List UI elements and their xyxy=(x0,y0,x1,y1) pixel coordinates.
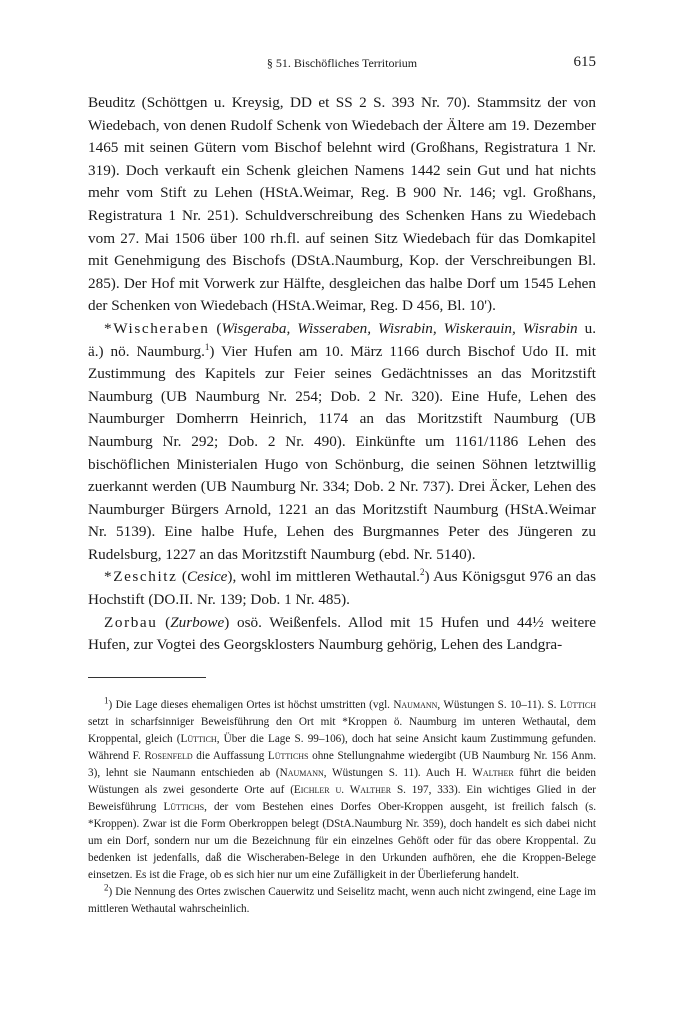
entry-zeschitz: *Zeschitz (Cesice), wohl im mittleren Wethautal.$^2$) Aus Königsgut 976 an das Hochstift (DO.II. Nr. 139; Dob. 1 Nr. 485). xyxy=(88,567,596,609)
footnote-ref[interactable]: 1 xyxy=(204,341,210,352)
paragraph-beuditz: Beuditz (Schöttgen u. Kreysig, DD et SS 2 S. 393 Nr. 70). Stammsitz der von Wiedebach, von denen Rudolf Schenk von Wiedebach der Ältere am 19. Dezember 1465 mit seinen Gütern vom Bischof belehnt wird (Großhans, Registratura 1 Nr. 319). Doch verkauft ein Schenk gleichen Namens 1442 sein Gut und hat nichts mehr vom Stift zu Lehen (HStA.Weimar, Reg. B 900 Nr. 146; vgl. Großhans, Registratura 1 Nr. 251). Schuldverschreibung des Schenken Hans zu Wiedebach vom 27. Mai 1506 über 100 rh.fl. auf seinen Sitz Wiedebach für das Domkapitel mit Genehmigung des Bischofs (DStA.Naumburg, Kop. der Verschreibungen Bl. 285). Der Hof mit Vorwerk zur Hälfte, desgleichen das halbe Dorf um 1545 Lehen der Schenken von Wiedebach (HStA.Weimar, Reg. D 456, Bl. 10'). xyxy=(88,94,596,315)
name-variants: Wisgeraba, Wisseraben, Wisrabin, Wiskerauin, Wisrabin xyxy=(221,319,578,337)
entry-head: *Zeschitz xyxy=(104,568,178,586)
main-text xyxy=(88,92,596,657)
page-header xyxy=(88,54,596,76)
footnote-1: $^1$) Die Lage dieses ehemaligen Ortes ist höchst umstritten (vgl. Naumann, Wüstungen S. 10–11). S. Lüttich setzt in scharfsinniger Beweisführung den Ort mit *Kroppen ö. Naumburg im unteren Wethautal, dem Kroppental, gleich (Lüttich, Über die Lage S. 99–106), doch hat seine Ansicht kaum Zustimmung gefunden. Während F. Rosenfeld die Auffassung Lüttichs ohne Stellungnahme wiedergibt (UB Naumburg Nr. 156 Anm. 3), lehnt sie Naumann entschieden ab (Naumann, Wüstungen S. 11). Auch H. Walther führt die beiden Wüstungen als zwei gesonderte Orte auf (Eichler u. Walther S. 197, 333). Ein wichtiges Glied in der Beweisführung Lüttichs, der vom Bestehen eines Dorfes Ober-Kroppen ausgeht, ist freilich falsch (s. *Kroppen). Zwar ist die Form Oberkroppen belegt (DStA.Naumburg Nr. 359), doch handelt es sich dabei nicht um ein Dorf, sondern nur um die Bezeichnung für ein einzelnes Gehöft oder für das obere Kroppental. Zu bedenken ist jedenfalls, daß die Wischeraben-Belege in den Urkunden aufhören, ehe die Kroppen-Belege einsetzen. Es ist die Frage, ob es sich hier nur um eine Zufälligkeit in der Überlieferung handelt. xyxy=(88,695,597,881)
name-variant: Cesice xyxy=(186,568,228,586)
footnote-ref[interactable]: 2 xyxy=(419,567,425,578)
footnote-mark: 2 xyxy=(104,882,109,893)
footnote-2: $^2$) Die Nennung des Ortes zwischen Cauerwitz und Seiselitz macht, wenn auch nicht zwingend, eine Lage im mittleren Wethautal wahrscheinlich. xyxy=(88,882,596,915)
entry-zorbau: Zorbau (Zurbowe) osö. Weißenfels. Allod mit 15 Hufen und 44½ weitere Hufen, zur Vogtei des Georgsklosters Naumburg gehörig, Lehen des Landgra- xyxy=(88,613,596,654)
book-page xyxy=(88,54,596,918)
footnote-divider xyxy=(88,677,206,678)
page-number: 615 xyxy=(573,54,596,70)
entry-wischeraben: *Wischeraben (Wisgeraba, Wisseraben, Wisrabin, Wiskerauin, Wisrabin u. ä.) nö. Naumburg.$^1$) Vier Hufen am 10. März 1166 durch Bischof Udo II. mit Zustimmung des Kapitels zur Feier seines Gedächtnisses an das Moritzstift Naumburg (UB Naumburg Nr. 254; Dob. 2 Nr. 320). Eine Hufe, Lehen des Naumburger Domherrn Heinrich, 1174 an das Moritzstift Naumburg (UB Naumburg Nr. 292; Dob. 2 Nr. 490). Einkünfte um 1161/1186 Lehen des bischöflichen Ministerialen Hugo von Schönburg, die seinen Söhnen letztwillig zuerkannt werden (UB Naumburg Nr. 334; Dob. 2 Nr. 737). Drei Äcker, Lehen des Naumburger Bürgers Arnold, 1221 an das Moritzstift Naumburg (HStA.Weimar Nr. 5139). Eine halbe Hufe, Lehen des Burgmannes Peter des Jüngeren zu Rudelsburg, 1227 an das Moritzstift Naumburg (ebd. Nr. 5140). xyxy=(88,319,597,563)
name-variant: Zurbowe xyxy=(170,613,225,631)
entry-head: Zorbau xyxy=(104,613,158,631)
running-title: § 51. Bischöfliches Territorium xyxy=(266,56,418,70)
footnotes xyxy=(88,697,596,918)
entry-head: *Wischeraben xyxy=(104,319,210,337)
footnote-mark: 1 xyxy=(104,695,109,706)
